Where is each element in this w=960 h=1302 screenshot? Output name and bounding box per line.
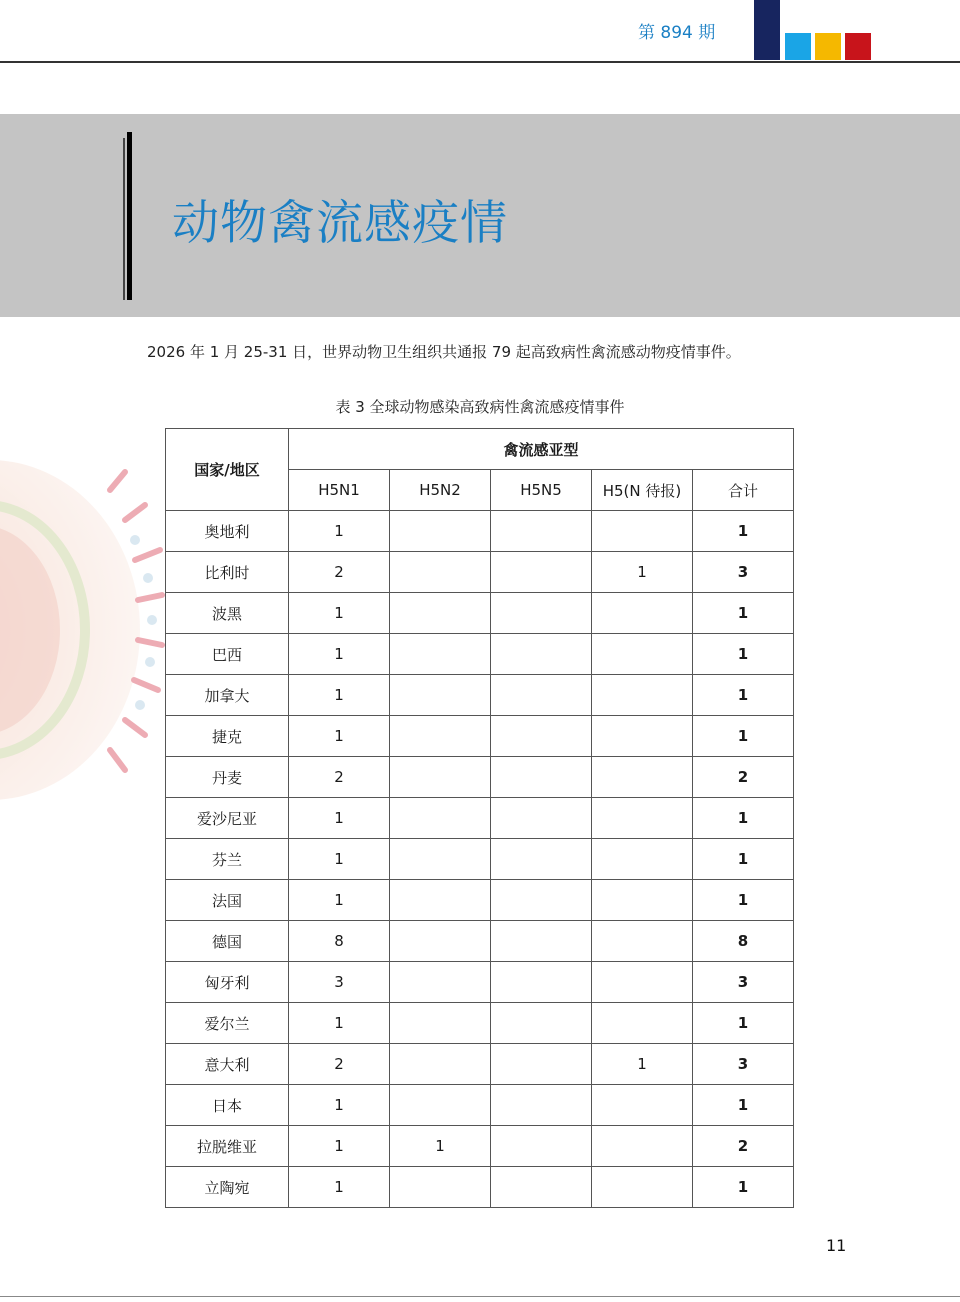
cell-total: 3 — [693, 552, 794, 593]
table-row — [166, 634, 794, 675]
cell-h5n2 — [390, 757, 491, 798]
cell-h5n1: 1 — [289, 880, 390, 921]
cell-h5n2: 1 — [390, 1126, 491, 1167]
cell-country: 拉脱维亚 — [166, 1126, 289, 1167]
cell-h5n5 — [491, 962, 592, 1003]
table-row — [166, 757, 794, 798]
cell-h5n5 — [491, 880, 592, 921]
cell-h5n2 — [390, 1044, 491, 1085]
header-total: 合计 — [693, 470, 794, 511]
cell-h5n2 — [390, 962, 491, 1003]
cell-h5n2 — [390, 593, 491, 634]
cell-h5n5 — [491, 675, 592, 716]
brand-block-yellow — [815, 33, 841, 60]
cell-country: 日本 — [166, 1085, 289, 1126]
cell-total: 2 — [693, 1126, 794, 1167]
cell-h5n2 — [390, 839, 491, 880]
cell-h5-pending — [592, 1167, 693, 1208]
cell-h5n2 — [390, 634, 491, 675]
cell-h5n5 — [491, 1167, 592, 1208]
cell-h5n1: 1 — [289, 798, 390, 839]
cell-h5-pending — [592, 757, 693, 798]
cell-total: 1 — [693, 798, 794, 839]
cell-h5-pending — [592, 511, 693, 552]
banner-accent-thin — [123, 138, 125, 300]
header-h5-pending: H5(N 待报) — [592, 470, 693, 511]
cell-total: 1 — [693, 593, 794, 634]
cell-h5n1: 1 — [289, 716, 390, 757]
cell-total: 1 — [693, 1167, 794, 1208]
header-country: 国家/地区 — [166, 429, 289, 511]
cell-h5n2 — [390, 798, 491, 839]
cell-total: 2 — [693, 757, 794, 798]
table-row — [166, 1126, 794, 1167]
cell-country: 加拿大 — [166, 675, 289, 716]
cell-h5n1: 1 — [289, 634, 390, 675]
header-subtype-group: 禽流感亚型 — [289, 429, 794, 470]
cell-country: 芬兰 — [166, 839, 289, 880]
cell-h5n2 — [390, 1167, 491, 1208]
table-row — [166, 1085, 794, 1126]
cell-h5-pending — [592, 634, 693, 675]
cell-h5n5 — [491, 716, 592, 757]
cell-h5-pending — [592, 880, 693, 921]
cell-h5-pending — [592, 593, 693, 634]
cell-h5n1: 1 — [289, 839, 390, 880]
cell-h5n1: 1 — [289, 1003, 390, 1044]
table-row — [166, 716, 794, 757]
cell-h5n5 — [491, 1044, 592, 1085]
footer-divider — [0, 1296, 960, 1297]
table-row — [166, 552, 794, 593]
table-row — [166, 798, 794, 839]
cell-country: 匈牙利 — [166, 962, 289, 1003]
cell-country: 巴西 — [166, 634, 289, 675]
cell-h5n5 — [491, 552, 592, 593]
table-row — [166, 511, 794, 552]
cell-total: 1 — [693, 839, 794, 880]
table-row — [166, 839, 794, 880]
cell-h5n1: 1 — [289, 675, 390, 716]
header-h5n5: H5N5 — [491, 470, 592, 511]
issue-number: 第 894 期 — [638, 23, 716, 43]
cell-h5n2 — [390, 675, 491, 716]
cell-country: 捷克 — [166, 716, 289, 757]
cell-h5n5 — [491, 757, 592, 798]
cell-country: 爱尔兰 — [166, 1003, 289, 1044]
cell-total: 1 — [693, 634, 794, 675]
table-row — [166, 675, 794, 716]
cell-h5n5 — [491, 1085, 592, 1126]
cell-h5n1: 1 — [289, 1085, 390, 1126]
outbreak-table — [165, 428, 794, 1208]
section-title: 动物禽流感疫情 — [172, 196, 508, 251]
cell-h5-pending: 1 — [592, 552, 693, 593]
cell-h5n5 — [491, 634, 592, 675]
cell-h5n5 — [491, 593, 592, 634]
cell-h5n5 — [491, 1126, 592, 1167]
table-row — [166, 962, 794, 1003]
table-row — [166, 880, 794, 921]
cell-total: 3 — [693, 1044, 794, 1085]
page-number: 11 — [826, 1236, 847, 1255]
cell-h5-pending: 1 — [592, 1044, 693, 1085]
cell-h5-pending — [592, 921, 693, 962]
brand-block-navy — [754, 0, 780, 60]
cell-total: 8 — [693, 921, 794, 962]
cell-total: 1 — [693, 1085, 794, 1126]
cell-total: 3 — [693, 962, 794, 1003]
cell-h5n5 — [491, 798, 592, 839]
cell-h5-pending — [592, 962, 693, 1003]
cell-country: 立陶宛 — [166, 1167, 289, 1208]
cell-h5n5 — [491, 511, 592, 552]
cell-h5n2 — [390, 921, 491, 962]
brand-block-red — [845, 33, 871, 60]
cell-h5n1: 2 — [289, 552, 390, 593]
cell-total: 1 — [693, 880, 794, 921]
cell-country: 意大利 — [166, 1044, 289, 1085]
cell-country: 法国 — [166, 880, 289, 921]
cell-total: 1 — [693, 675, 794, 716]
table-row — [166, 593, 794, 634]
virus-illustration — [0, 450, 170, 810]
cell-country: 奥地利 — [166, 511, 289, 552]
cell-h5n1: 8 — [289, 921, 390, 962]
cell-h5n1: 1 — [289, 511, 390, 552]
cell-h5n2 — [390, 716, 491, 757]
cell-h5n1: 3 — [289, 962, 390, 1003]
cell-country: 德国 — [166, 921, 289, 962]
cell-h5n1: 1 — [289, 1126, 390, 1167]
cell-h5n1: 2 — [289, 1044, 390, 1085]
intro-paragraph: 2026 年 1 月 25-31 日，世界动物卫生组织共通报 79 起高致病性禽流感动物疫情事件。 — [147, 343, 741, 361]
cell-total: 1 — [693, 511, 794, 552]
table-row — [166, 921, 794, 962]
cell-h5n1: 1 — [289, 1167, 390, 1208]
cell-h5-pending — [592, 798, 693, 839]
table-caption: 表 3 全球动物感染高致病性禽流感疫情事件 — [335, 398, 625, 416]
cell-h5n2 — [390, 511, 491, 552]
cell-country: 爱沙尼亚 — [166, 798, 289, 839]
cell-h5n2 — [390, 1085, 491, 1126]
header-divider — [0, 61, 960, 63]
cell-h5-pending — [592, 1003, 693, 1044]
cell-h5n5 — [491, 921, 592, 962]
cell-h5-pending — [592, 1085, 693, 1126]
cell-h5n5 — [491, 1003, 592, 1044]
table-row — [166, 1003, 794, 1044]
cell-h5-pending — [592, 1126, 693, 1167]
cell-country: 比利时 — [166, 552, 289, 593]
cell-h5-pending — [592, 839, 693, 880]
cell-country: 丹麦 — [166, 757, 289, 798]
cell-total: 1 — [693, 1003, 794, 1044]
brand-block-cyan — [785, 33, 811, 60]
table-row — [166, 1044, 794, 1085]
cell-h5-pending — [592, 675, 693, 716]
cell-h5n2 — [390, 880, 491, 921]
cell-total: 1 — [693, 716, 794, 757]
cell-h5n2 — [390, 552, 491, 593]
banner-accent-bar — [127, 132, 132, 300]
header-h5n2: H5N2 — [390, 470, 491, 511]
header-h5n1: H5N1 — [289, 470, 390, 511]
cell-h5n1: 2 — [289, 757, 390, 798]
cell-country: 波黑 — [166, 593, 289, 634]
cell-h5n1: 1 — [289, 593, 390, 634]
cell-h5n5 — [491, 839, 592, 880]
table-row — [166, 1167, 794, 1208]
cell-h5n2 — [390, 1003, 491, 1044]
cell-h5-pending — [592, 716, 693, 757]
